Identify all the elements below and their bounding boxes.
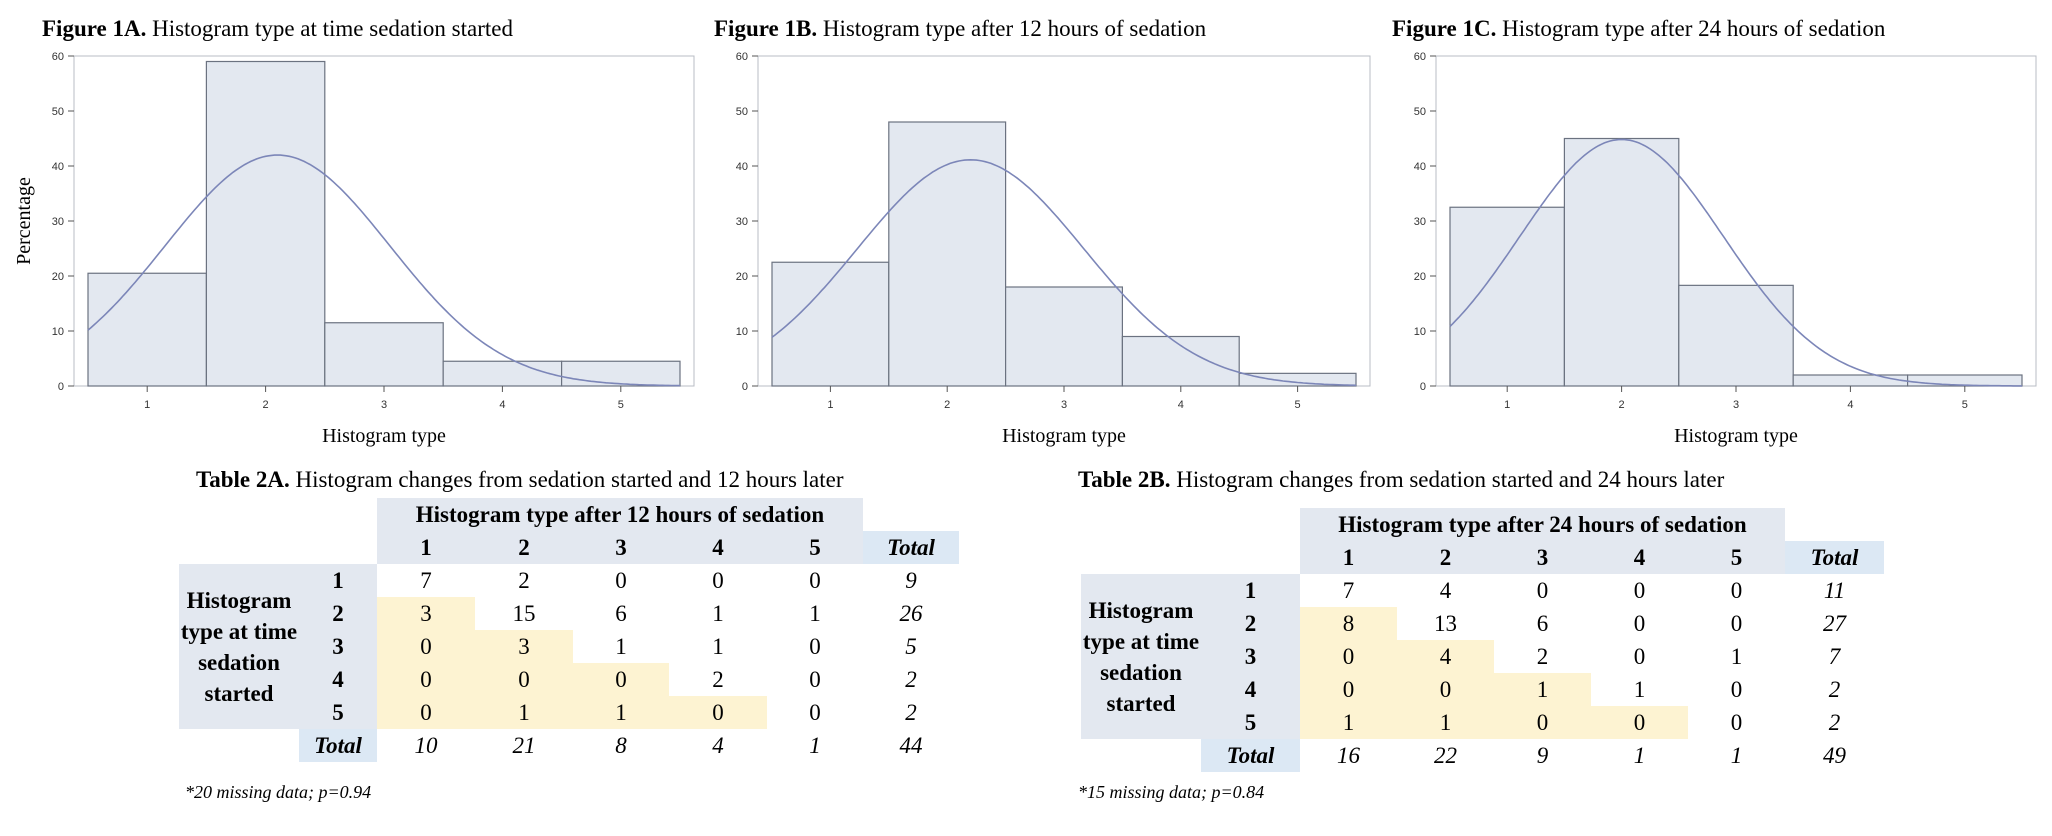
table-2b-column-group-header: Histogram type after 24 hours of sedation <box>1300 508 1785 541</box>
table-2a-cell: 0 <box>809 633 821 659</box>
table-2a-cell: 0 <box>712 567 724 593</box>
y-tick-label: 20 <box>51 271 64 283</box>
table-2b-row-total: 2 <box>1828 676 1841 702</box>
x-tick-label: 1 <box>827 399 834 411</box>
x-tick-label: 5 <box>1961 399 1968 411</box>
table-2a-row-header: 2 <box>299 597 377 630</box>
table-2b-label: Table 2B. <box>1078 467 1171 492</box>
table-2b-col-header: 2 <box>1397 541 1494 574</box>
figure-1b-label: Figure 1B. <box>714 16 818 41</box>
table-2b-cell: 0 <box>1536 577 1549 603</box>
table-2b-cell: 4 <box>1439 577 1452 603</box>
table-2b-col-total: 1 <box>1633 742 1646 768</box>
table-2b-row-header: 1 <box>1201 574 1300 607</box>
table-2b-row-header: 4 <box>1201 673 1300 706</box>
table-2b-col-total: 16 <box>1337 742 1360 768</box>
table-2b-cell: 13 <box>1434 610 1457 636</box>
table-2b-cell: 2 <box>1536 643 1549 669</box>
y-tick-label: 30 <box>735 216 748 228</box>
x-tick-label: 5 <box>1294 399 1301 411</box>
table-2b-cell: 0 <box>1633 610 1646 636</box>
table-2b-row-header: 3 <box>1201 640 1300 673</box>
table-2a-col-total: 8 <box>615 732 627 758</box>
y-tick-label: 10 <box>1413 326 1426 338</box>
table-2a-cell: 15 <box>512 600 536 626</box>
table-2a-cell: 0 <box>669 696 767 729</box>
y-axis-title: Percentage <box>13 177 35 265</box>
table-2b-col-total: 9 <box>1536 742 1549 768</box>
table-2b-title <box>1078 467 1724 493</box>
table-2a-row-header: 3 <box>299 630 377 663</box>
table-2b-row-header: 2 <box>1201 607 1300 640</box>
y-tick-label: 50 <box>51 106 64 118</box>
y-tick-label: 30 <box>51 216 64 228</box>
table-2a-column-group-header: Histogram type after 12 hours of sedation <box>377 498 863 531</box>
table-2b-col-total: 22 <box>1434 742 1457 768</box>
table-2b-cell: 1 <box>1730 643 1743 669</box>
table-2b-cell: 1 <box>1300 706 1397 739</box>
table-2a-col-total: 21 <box>512 732 536 758</box>
table-2b-row-total: 7 <box>1828 643 1841 669</box>
x-tick-label: 2 <box>1618 399 1625 411</box>
table-2a-col-header: 3 <box>573 531 669 564</box>
histogram-bar <box>1006 287 1123 386</box>
histogram-bar <box>325 323 443 386</box>
table-2b-cell: 1 <box>1397 706 1494 739</box>
table-2b-col-header: 3 <box>1494 541 1591 574</box>
table-2a-caption: Histogram changes from sedation started and 12 hours later <box>295 467 844 492</box>
table-2a-col-total: 1 <box>809 732 821 758</box>
table-2a-note: *20 missing data; p=0.94 <box>185 782 372 802</box>
y-tick-label: 60 <box>735 51 748 63</box>
table-2b-cell: 0 <box>1730 610 1743 636</box>
table-2b-note: *15 missing data; p=0.84 <box>1078 782 1265 802</box>
x-tick-label: 3 <box>1732 399 1740 411</box>
table-2a-cell: 0 <box>809 699 821 725</box>
figure-1a-title <box>42 16 513 42</box>
figure-1b-title <box>714 16 1206 42</box>
table-2b-cell: 0 <box>1633 643 1646 669</box>
table-2a-cell: 2 <box>712 666 724 692</box>
figure-1c-caption: Histogram type after 24 hours of sedation <box>1502 16 1886 41</box>
table-2b-cell: 1 <box>1633 676 1646 702</box>
table-2b-cell: 0 <box>1633 577 1646 603</box>
table-2a-col-total: 10 <box>414 732 438 758</box>
x-tick-label: 3 <box>1060 399 1068 411</box>
x-tick-label: 1 <box>144 399 151 411</box>
table-2b-cell: 0 <box>1300 640 1397 673</box>
table-2a-row-total: 2 <box>905 699 917 725</box>
figure-1b-histogram <box>700 40 1380 450</box>
table-2b <box>1081 508 1884 772</box>
table-2a-grand-total: 44 <box>899 732 923 758</box>
x-tick-label: 2 <box>944 399 951 411</box>
table-2a-total-column-header: Total <box>863 531 959 564</box>
table-2a-total-row-header: Total <box>299 729 377 762</box>
x-tick-label: 4 <box>1177 399 1184 411</box>
table-2a-row-total: 5 <box>905 633 917 659</box>
x-tick-label: 2 <box>262 399 269 411</box>
table-2b-row-total: 27 <box>1823 610 1846 636</box>
table-2b-grand-total: 49 <box>1823 742 1846 768</box>
y-tick-label: 50 <box>735 106 748 118</box>
table-2a-row-header: 4 <box>299 663 377 696</box>
table-2b-cell: 0 <box>1494 706 1591 739</box>
table-2a-cell: 3 <box>377 597 475 630</box>
figure-1a-caption: Histogram type at time sedation started <box>152 16 513 41</box>
y-tick-label: 40 <box>1413 161 1426 173</box>
table-2a-cell: 1 <box>712 600 724 626</box>
x-axis-title: Histogram type <box>322 425 446 447</box>
figure-1c-histogram <box>1380 40 2052 450</box>
figure-1c-label: Figure 1C. <box>1392 16 1497 41</box>
table-2a-row-header: 1 <box>299 564 377 597</box>
table-2a-cell: 2 <box>518 567 530 593</box>
x-tick-label: 4 <box>499 399 506 411</box>
table-2a-cell: 0 <box>475 663 573 696</box>
table-2a-cell: 6 <box>615 600 627 626</box>
table-2b-col-total: 1 <box>1730 742 1743 768</box>
table-2a-cell: 1 <box>475 696 573 729</box>
y-tick-label: 50 <box>1413 106 1426 118</box>
y-tick-label: 0 <box>57 381 64 393</box>
table-2a-cell: 0 <box>377 630 475 663</box>
table-2b-cell: 0 <box>1730 676 1743 702</box>
table-2a-cell: 0 <box>809 567 821 593</box>
table-2a-row-header: 5 <box>299 696 377 729</box>
x-tick-label: 3 <box>380 399 388 411</box>
table-2a-row-total: 9 <box>905 567 917 593</box>
figure-1a-label: Figure 1A. <box>42 16 147 41</box>
table-2a-title <box>196 467 844 493</box>
table-2b-col-header: 4 <box>1591 541 1688 574</box>
table-2a-row-group-header: Histogram type at time sedation started <box>179 564 299 729</box>
x-tick-label: 1 <box>1504 399 1511 411</box>
table-2b-col-header: 1 <box>1300 541 1397 574</box>
table-2a-col-total: 4 <box>712 732 724 758</box>
table-2a-row-total: 2 <box>905 666 917 692</box>
figure-1b-caption: Histogram type after 12 hours of sedation <box>822 16 1207 41</box>
table-2b-cell: 1 <box>1494 673 1591 706</box>
table-2b-cell: 6 <box>1536 610 1549 636</box>
table-2a-cell: 1 <box>809 600 821 626</box>
x-axis-title: Histogram type <box>1002 425 1126 447</box>
table-2b-total-column-header: Total <box>1785 541 1884 574</box>
y-tick-label: 0 <box>1419 381 1426 393</box>
table-2b-row-total: 2 <box>1828 709 1841 735</box>
x-tick-label: 4 <box>1847 399 1854 411</box>
table-2a-cell: 0 <box>377 663 475 696</box>
table-2a-row-total: 26 <box>899 600 923 626</box>
y-tick-label: 20 <box>735 271 748 283</box>
histogram-bar <box>443 361 561 386</box>
y-tick-label: 40 <box>735 161 748 173</box>
histogram-bar <box>88 273 206 386</box>
y-tick-label: 0 <box>741 381 748 393</box>
table-2a-cell: 0 <box>615 567 627 593</box>
table-2b-row-header: 5 <box>1201 706 1300 739</box>
table-2b-total-row-header: Total <box>1201 739 1300 772</box>
x-tick-label: 5 <box>617 399 624 411</box>
table-2b-cell: 7 <box>1342 577 1355 603</box>
x-axis-title: Histogram type <box>1674 425 1798 447</box>
table-2b-caption: Histogram changes from sedation started and 24 hours later <box>1176 467 1725 492</box>
table-2b-row-group-header: Histogram type at time sedation started <box>1081 574 1201 739</box>
y-tick-label: 10 <box>735 326 748 338</box>
table-2b-cell: 8 <box>1300 607 1397 640</box>
table-2a-col-header: 4 <box>669 531 767 564</box>
table-2b-row-total: 11 <box>1823 577 1846 603</box>
table-2a-col-header: 5 <box>767 531 863 564</box>
histogram-bar <box>889 122 1006 386</box>
histogram-bar <box>206 62 324 387</box>
table-2a <box>179 498 959 762</box>
table-2b-cell: 0 <box>1300 673 1397 706</box>
table-2a-cell: 0 <box>573 663 669 696</box>
y-tick-label: 60 <box>1413 51 1426 63</box>
table-2a-cell: 3 <box>475 630 573 663</box>
figure-1c-title <box>1392 16 1885 42</box>
figure-1a-histogram <box>0 40 700 450</box>
table-2a-cell: 1 <box>712 633 724 659</box>
histogram-bar <box>1564 139 1678 387</box>
histogram-bar <box>1793 375 1907 386</box>
table-2b-cell: 0 <box>1397 673 1494 706</box>
table-2a-cell: 0 <box>377 696 475 729</box>
y-tick-label: 60 <box>51 51 64 63</box>
table-2a-col-header: 1 <box>377 531 475 564</box>
histogram-bar <box>1679 285 1793 386</box>
histogram-bar <box>1908 375 2022 386</box>
table-2a-cell: 0 <box>809 666 821 692</box>
y-tick-label: 10 <box>51 326 64 338</box>
table-2a-cell: 7 <box>420 567 432 593</box>
y-tick-label: 30 <box>1413 216 1426 228</box>
table-2a-label: Table 2A. <box>196 467 290 492</box>
table-2a-cell: 1 <box>573 696 669 729</box>
table-2b-cell: 0 <box>1730 709 1743 735</box>
y-tick-label: 20 <box>1413 271 1426 283</box>
y-tick-label: 40 <box>51 161 64 173</box>
histogram-bar <box>562 361 680 386</box>
table-2b-cell: 4 <box>1397 640 1494 673</box>
table-2a-col-header: 2 <box>475 531 573 564</box>
table-2b-cell: 0 <box>1591 706 1688 739</box>
histogram-bar <box>1122 337 1239 387</box>
table-2b-cell: 0 <box>1730 577 1743 603</box>
histogram-bar <box>1450 207 1564 386</box>
table-2b-col-header: 5 <box>1688 541 1785 574</box>
table-2a-cell: 1 <box>615 633 627 659</box>
